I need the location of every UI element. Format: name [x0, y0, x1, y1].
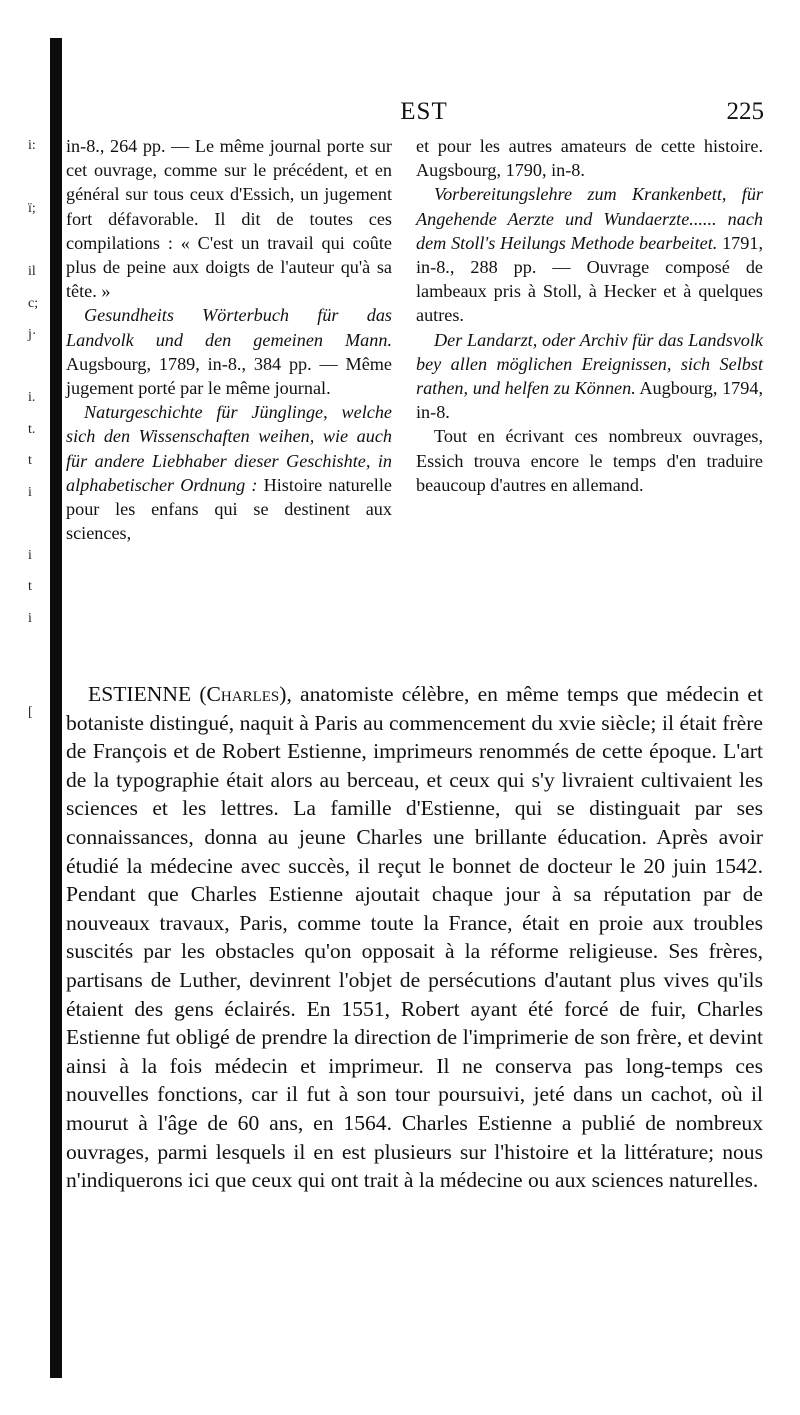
bibliography-entry	[66, 400, 392, 545]
book-title: Der Landarzt, oder Archiv für das Landsvolk bey allen möglichen Ereignissen, sich Selbst rathen, und helfen zu Können.	[416, 329, 763, 399]
entry-details: Augsbourg, 1789, in-8., 384 pp. — Même jugement porté par le même journal.	[66, 353, 392, 399]
left-column	[66, 134, 392, 545]
margin-char: t.	[28, 421, 36, 437]
margin-char	[28, 666, 48, 698]
paragraph: Tout en écrivant ces nombreux ouvrages, Essich trouva encore le temps d'en traduire beaucoup d'autres en allemand.	[416, 426, 763, 495]
margin-bleed-text	[28, 130, 48, 729]
margin-char: j·	[28, 327, 37, 342]
book-title: Naturgeschichte für Jünglinge, welche sich den Wissenschaften weihen, wie auch für andere Liebhaber dieser Geschishte, in alphabetischer Ordnung :	[66, 402, 392, 495]
margin-char: t	[28, 453, 32, 468]
margin-char: i	[28, 484, 32, 500]
book-title: Gesundheits Wörterbuch für das Landvolk und den gemeinen Mann.	[66, 305, 392, 350]
margin-char: t	[28, 579, 32, 594]
paragraph: in-8., 264 pp. — Le même journal porte sur cet ouvrage, comme sur le précédent, et en général sur tous ceux d'Essich, un jugement fort défavorable. Il dit de toutes ces compilations : « C'est un travail qui coûte plus de peine aux doigts de l'auteur qu'à sa tête. »	[66, 136, 392, 302]
right-column	[416, 134, 763, 497]
bibliography-entry	[416, 182, 763, 327]
margin-char: i	[28, 610, 32, 626]
margin-char	[28, 351, 48, 383]
entry-details: Augbourg, 1794, in-8.	[416, 378, 763, 423]
binding-gutter	[50, 38, 62, 1378]
margin-char	[28, 162, 48, 194]
margin-char: i	[28, 547, 32, 563]
main-article	[66, 680, 763, 1195]
margin-char: [	[28, 705, 33, 720]
page-number: 225	[726, 98, 764, 125]
running-title: EST	[400, 98, 448, 125]
article-paragraph	[66, 680, 763, 1195]
margin-char: i.	[28, 390, 36, 405]
margin-char: i:	[28, 138, 36, 153]
bibliography-entry	[66, 303, 392, 400]
margin-char	[28, 508, 48, 540]
article-headword: ESTIENNE	[88, 682, 192, 706]
margin-char: c;	[28, 295, 39, 311]
margin-char	[28, 225, 48, 257]
paragraph: et pour les autres amateurs de cette histoire. Augsbourg, 1790, in-8.	[416, 136, 763, 181]
article-body: , anatomiste célèbre, en même temps que médecin et botaniste distingué, naquit à Paris au commencement du xvie siècle; il était frère de François et de Robert Estienne, imprimeurs renommés de cette époque. L'art de la typographie était alors au berceau, et ceux qui s'y livraient cultivaient les sciences et les lettres. La famille d'Estienne, qui se distinguait par ses connaissances, donna au jeune Charles une brillante éducation. Après avoir étudié la médecine avec succès, il reçut le bonnet de docteur le 20 juin 1542. Pendant que Charles Estienne ajoutait chaque jour à sa réputation par de nouveaux travaux, Paris, comme toute la France, était en proie aux troubles suscités par les obstacles qu'on opposait à la réforme religieuse. Ses frères, partisans de Luther, devinrent l'objet de persécutions d'autant plus vives qu'ils étaient des gens éclairés. En 1551, Robert ayant été forcé de fuir, Charles Estienne fut obligé de prendre la direction de l'imprimerie de son frère, et devint ainsi à la fois médecin et imprimeur. Il ne conserva pas long-temps ces nouvelles fonctions, car il fut à son tour poursuivi, jeté dans un cachot, où il mourut à l'âge de 60 ans, en 1564. Charles Estienne a publié de nombreux ouvrages, parmi lesquels il en est plusieurs sur l'histoire et la littérature; nous n'indiquerons ici que ceux qui ont trait à la médecine ou aux sciences naturelles.	[66, 682, 764, 1193]
page-header	[64, 98, 764, 128]
margin-char: il	[28, 264, 36, 279]
margin-char	[28, 634, 48, 666]
bibliography-entry	[416, 328, 763, 425]
margin-char: ï;	[28, 201, 36, 216]
entry-details: Histoire naturelle pour les enfans qui se destinent aux sciences,	[66, 474, 392, 544]
entry-details: 1791, in-8., 288 pp. — Ouvrage composé de lambeaux pris à Stoll, à Hecker et à quelques autres.	[416, 232, 764, 326]
book-title: Vorbereitungslehre zum Krankenbett, für Angehende Aerzte und Wundaerzte...... nach dem Stoll's Heilungs Methode bearbeitet.	[416, 184, 763, 253]
article-forename: (Charles)	[199, 682, 287, 706]
